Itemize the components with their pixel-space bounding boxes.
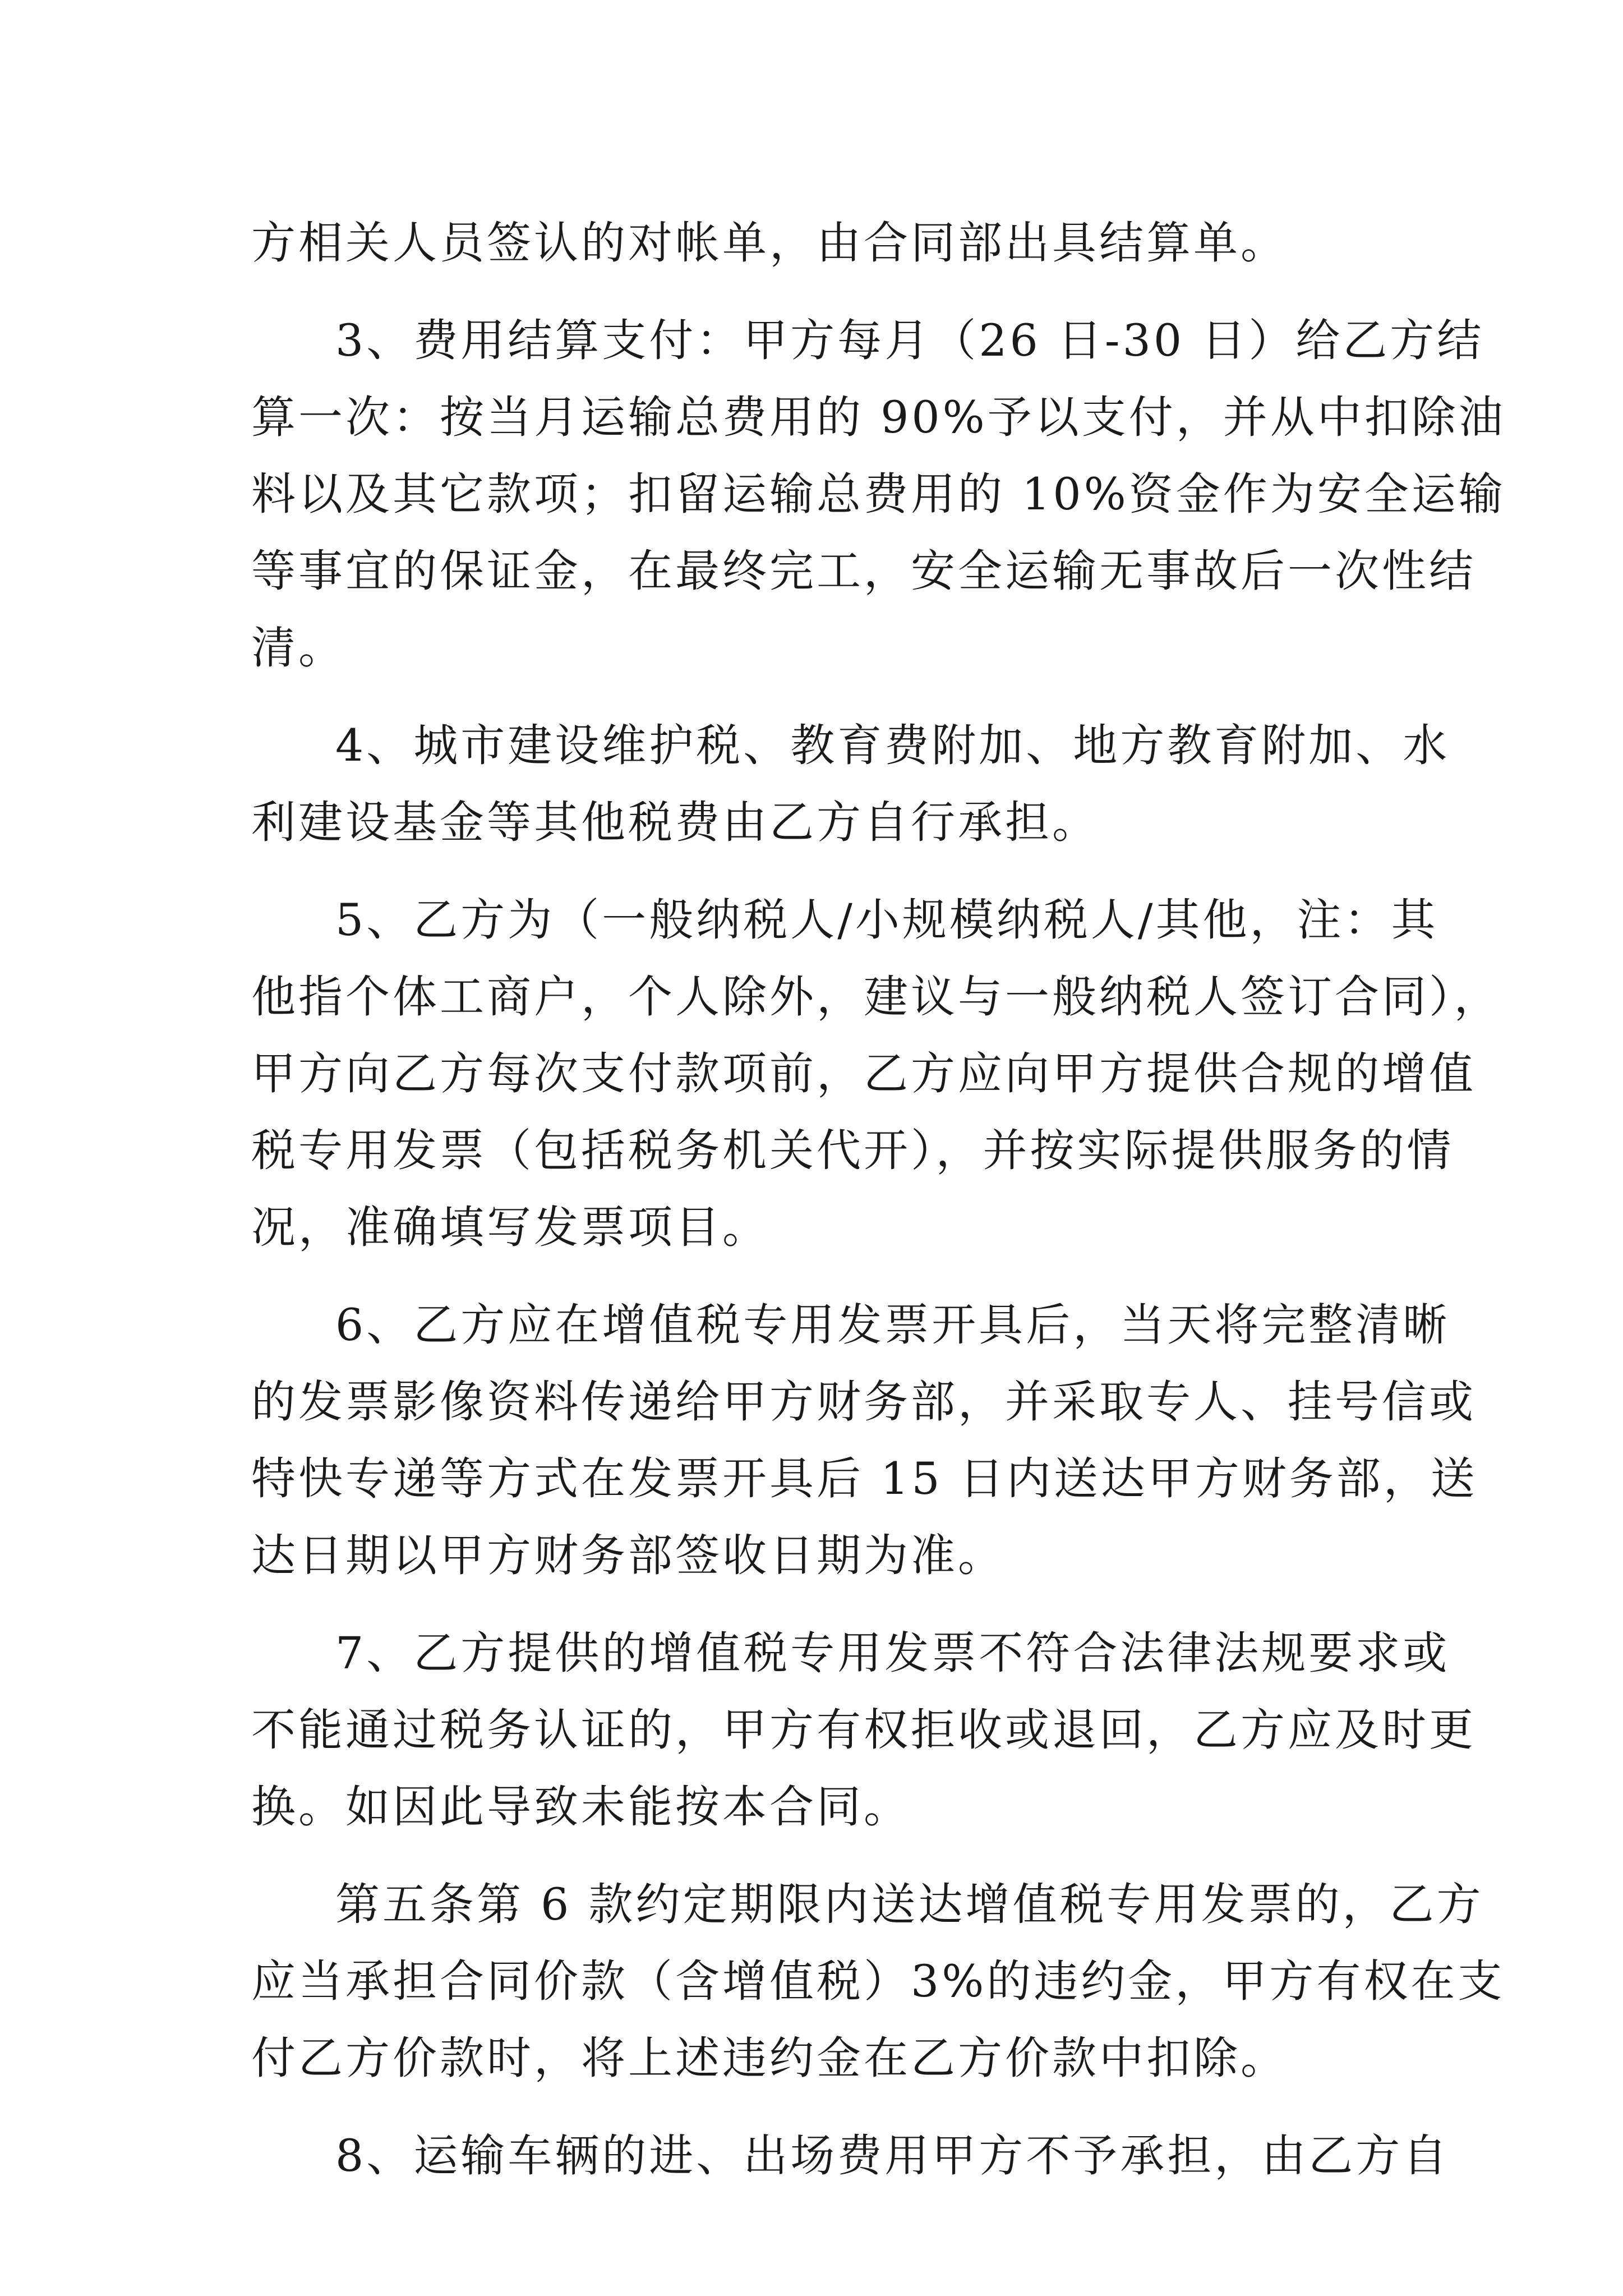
text-line: 付乙方价款时，将上述违约金在乙方价款中扣除。 [251, 2032, 1288, 2084]
text-line: 甲方向乙方每次支付款项前，乙方应向甲方提供合规的增值 [251, 1048, 1476, 1099]
text-line: 达日期以甲方财务部签收日期为准。 [251, 1530, 1005, 1581]
text-line: 的发票影像资料传递给甲方财务部，并采取专人、挂号信或 [251, 1376, 1476, 1428]
paragraph-clause-8-vehicles [251, 2118, 1450, 2194]
text-line: 应当承担合同价款（含增值税）3%的违约金，甲方有权在支 [251, 1955, 1505, 2007]
text-line: 8、运输车辆的进、出场费用甲方不予承担，由乙方自 [335, 2130, 1450, 2182]
paragraph-clause-3-payment [251, 302, 1506, 687]
paragraph-settlement-statement [251, 205, 1378, 282]
text-line: 7、乙方提供的增值税专用发票不符合法律法规要求或 [335, 1627, 1450, 1679]
text-line: 他指个体工商户，个人除外，建议与一般纳税人签订合同）， [251, 971, 1501, 1023]
text-line: 税专用发票（包括税务机关代开），并按实际提供服务的情 [251, 1125, 1454, 1176]
paragraph-clause-6-delivery [251, 1287, 1478, 1594]
text-line: 况，准确填写发票项目。 [251, 1202, 769, 1253]
paragraph-clause-7-compliance [251, 1615, 1476, 1846]
text-line: 特快专递等方式在发票开具后 15 日内送达甲方财务部，送 [251, 1453, 1478, 1504]
text-line: 5、乙方为（一般纳税人/小规模纳税人/其他，注：其 [335, 894, 1438, 946]
text-line: 第五条第 6 款约定期限内送达增值税专用发票的，乙方 [335, 1879, 1484, 1930]
paragraph-clause-4-taxes [251, 707, 1450, 861]
paragraph-clause-5-invoice [251, 882, 1501, 1266]
text-line: 清。 [251, 622, 345, 674]
contract-body [251, 205, 1506, 2194]
text-line: 不能通过税务认证的，甲方有权拒收或退回，乙方应及时更 [251, 1704, 1476, 1756]
text-line: 算一次：按当月运输总费用的 90%予以支付，并从中扣除油 [251, 392, 1506, 443]
text-line: 利建设基金等其他税费由乙方自行承担。 [251, 797, 1099, 848]
text-line: 换。如因此导致未能按本合同。 [251, 1781, 911, 1833]
text-line: 3、费用结算支付：甲方每月（26 日-30 日）给乙方结 [335, 315, 1484, 366]
text-line: 6、乙方应在增值税专用发票开具后，当天将完整清晰 [335, 1299, 1450, 1351]
paragraph-penalty [251, 1866, 1505, 2097]
text-line: 4、城市建设维护税、教育费附加、地方教育附加、水 [335, 720, 1450, 771]
text-line: 等事宜的保证金，在最终完工，安全运输无事故后一次性结 [251, 545, 1476, 597]
text-line: 料以及其它款项；扣留运输总费用的 10%资金作为安全运输 [251, 468, 1506, 520]
text-line: 方相关人员签认的对帐单，由合同部出具结算单。 [251, 217, 1288, 269]
